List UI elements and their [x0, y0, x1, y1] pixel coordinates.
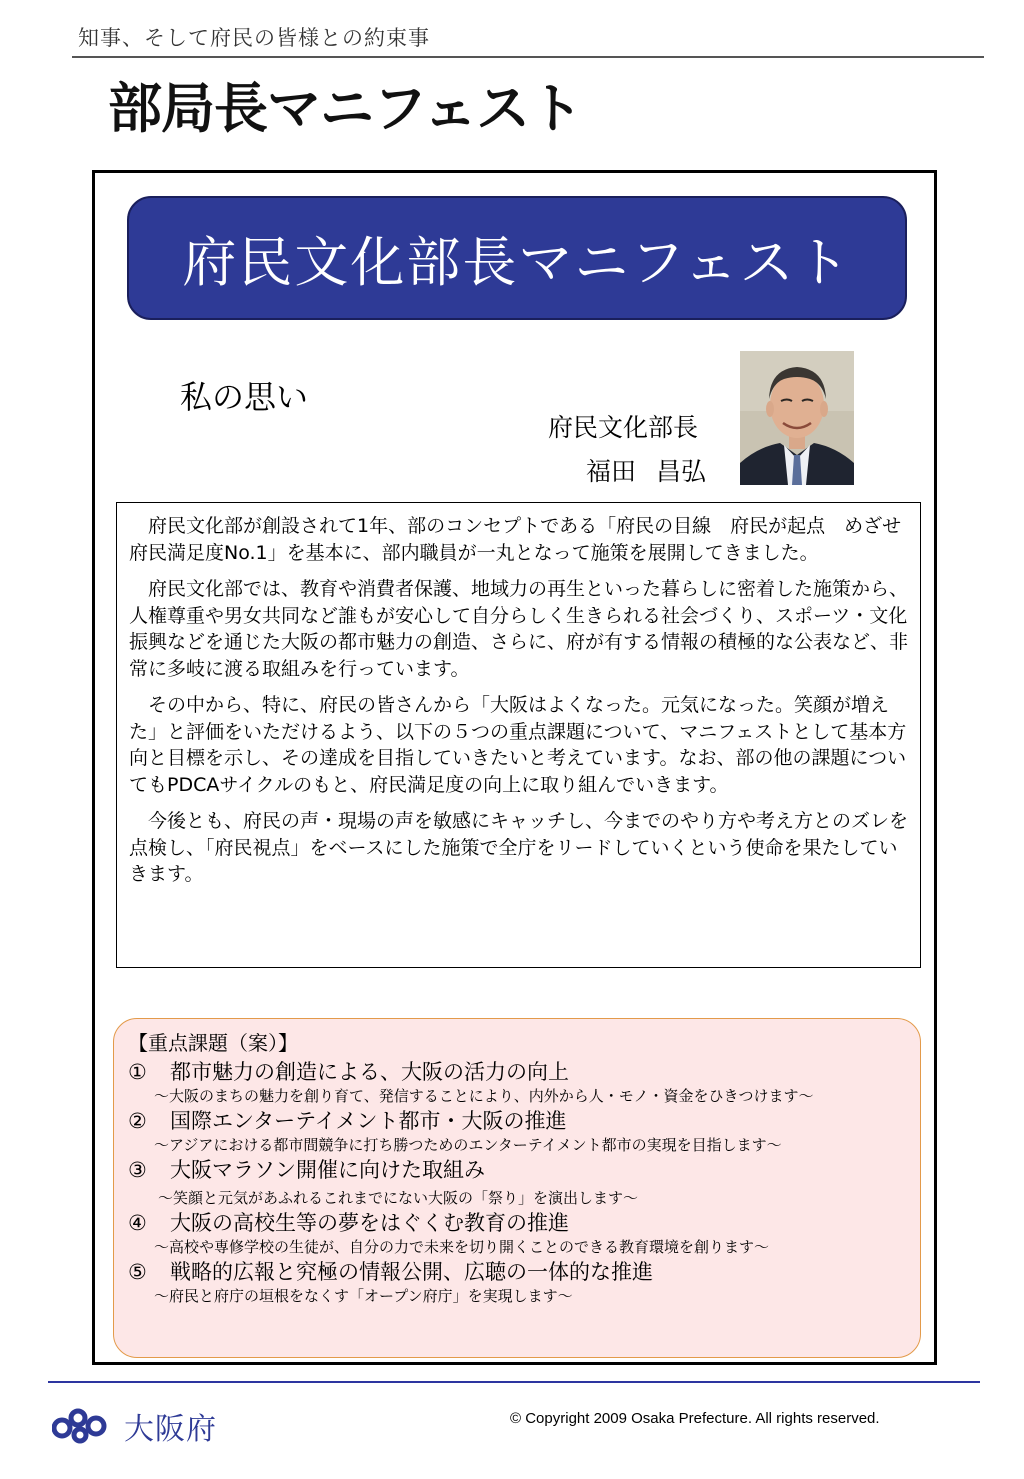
director-name	[586, 452, 706, 488]
priority-subtitle: ～大阪のまちの魅力を創り育て、発信することにより、内外から人・モノ・資金をひきつけます～	[154, 1087, 814, 1105]
priority-item	[128, 1157, 906, 1208]
priority-item	[128, 1259, 906, 1306]
director-family-name: 福田	[586, 457, 637, 486]
priority-title: 大阪の高校生等の夢をはぐくむ教育の推進	[170, 1211, 569, 1235]
priority-title: 大阪マラソン開催に向けた取組み	[170, 1158, 485, 1182]
priority-title: 国際エンターテイメント都市・大阪の推進	[170, 1109, 567, 1133]
priority-number: ①	[128, 1060, 147, 1084]
header-divider	[72, 56, 984, 58]
priority-heading: 【重点課題（案）】	[128, 1031, 298, 1055]
priority-number: ④	[128, 1211, 147, 1235]
copyright-notice: © Copyright 2009 Osaka Prefecture. All rights reserved.	[510, 1410, 880, 1427]
page-brand-title: 部局長マニフェスト	[108, 77, 583, 140]
priority-title: 戦略的広報と究極の情報公開、広聴の一体的な推進	[170, 1260, 653, 1284]
section-heading-my-thoughts: 私の思い	[180, 378, 309, 416]
department-title: 府民文化部長	[548, 413, 699, 442]
manifesto-title-banner	[127, 196, 907, 320]
priority-item	[128, 1059, 906, 1106]
director-given-name: 昌弘	[656, 457, 707, 486]
message-paragraph: 府民文化部が創設されて1年、部のコンセプトである「府民の目線 府民が起点 めざせ府民満足度No.1」を基本に、部内職員が一丸となって施策を展開してきました。	[129, 515, 902, 564]
priority-number: ③	[128, 1158, 147, 1182]
priority-subtitle: ～高校や専修学校の生徒が、自分の力で未来を切り開くことのできる教育環境を創ります～	[154, 1238, 770, 1256]
message-paragraph: 府民文化部では、教育や消費者保護、地域力の再生といった暮らしに密着した施策から、人権尊重や男女共同など誰もが安心して自分らしく生きられる社会づくり、スポーツ・文化振興などを通じた大阪の都市魅力の創造、さらに、府が有する情報の積極的な公表など、非常に多岐に渡る取組みを行っています。	[129, 578, 909, 680]
message-paragraph: その中から、特に、府民の皆さんから「大阪はよくなった。元気になった。笑顔が増えた」と評価をいただけるよう、以下の５つの重点課題について、マニフェストとして基本方向と目標を示し、その達成を目指していきたいと考えています。なお、部の他の課題についてもPDCAサイクルのもと、府民満足度の向上に取り組んでいきます。	[129, 694, 907, 796]
priority-subtitle: ～笑顔と元気があふれるこれまでにない大阪の「祭り」を演出します～	[158, 1189, 639, 1207]
banner-title: 府民文化部長マニフェスト	[182, 230, 852, 294]
priority-title: 都市魅力の創造による、大阪の活力の向上	[170, 1060, 569, 1084]
priority-subtitle: ～アジアにおける都市間競争に打ち勝つためのエンターテイメント都市の実現を目指します～	[154, 1136, 782, 1154]
osaka-prefecture-logo	[52, 1406, 227, 1446]
director-message-box	[116, 502, 921, 968]
logo-text: 大阪府	[124, 1412, 217, 1447]
priority-issues-box	[113, 1018, 921, 1358]
priority-item	[128, 1210, 906, 1257]
priority-item	[128, 1108, 906, 1155]
priority-number: ②	[128, 1109, 147, 1133]
osaka-emblem-icon	[52, 1408, 118, 1444]
priority-number: ⑤	[128, 1260, 147, 1284]
priority-subtitle: ～府民と府庁の垣根をなくす「オープン府庁」を実現します～	[154, 1287, 573, 1305]
header-tagline: 知事、そして府民の皆様との約束事	[78, 26, 430, 50]
footer-divider	[48, 1381, 980, 1383]
director-portrait-photo	[740, 351, 854, 485]
message-paragraph: 今後とも、府民の声・現場の声を敏感にキャッチし、今までのやり方や考え方とのズレを点検し、「府民視点」をベースにした施策で全庁をリードしていくという使命を果たしていきます。	[129, 810, 909, 885]
